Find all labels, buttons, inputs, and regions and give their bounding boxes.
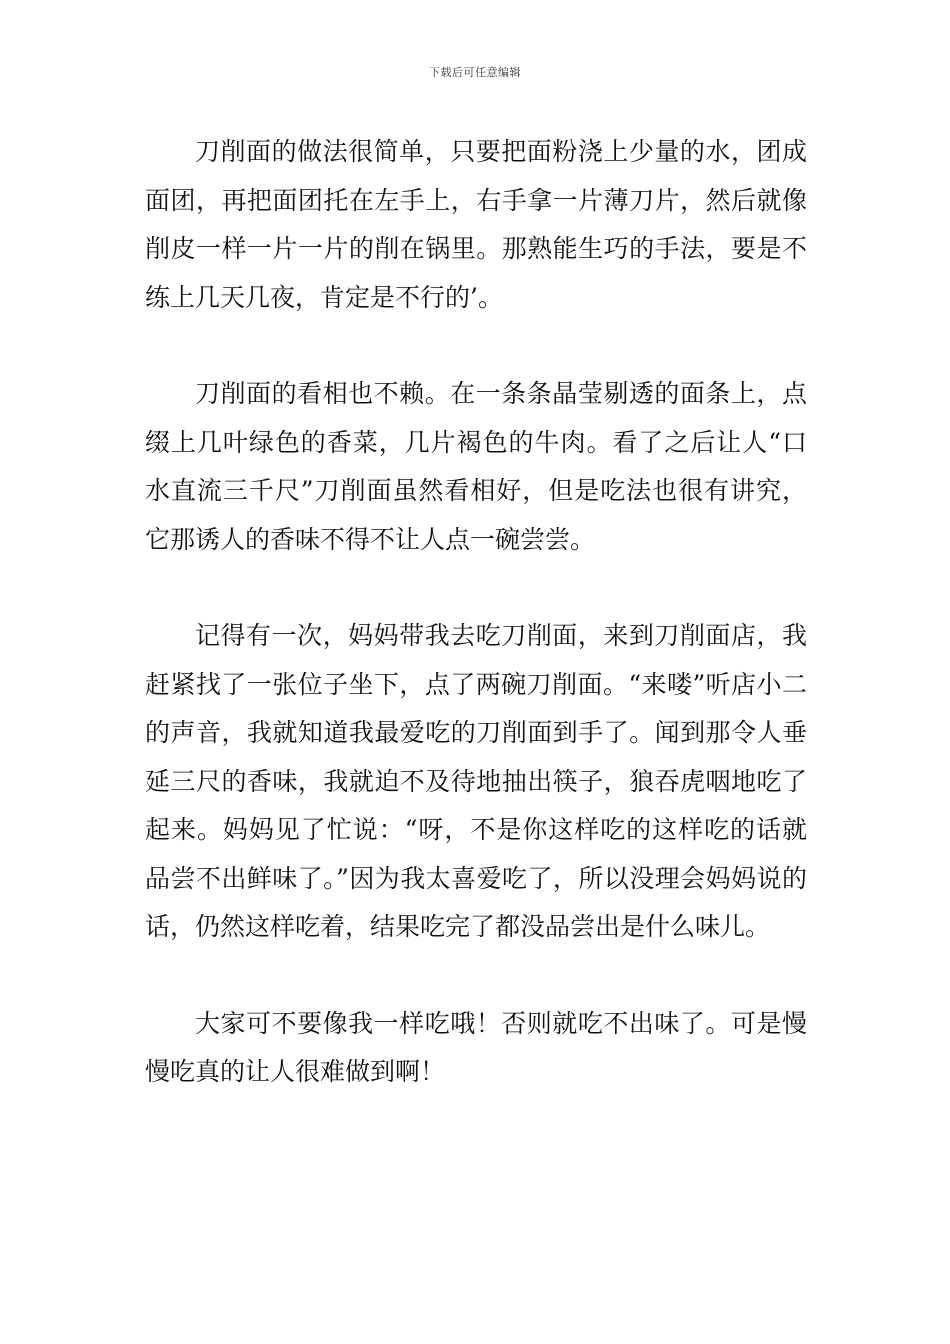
paragraph-1: 刀削面的做法很简单，只要把面粉浇上少量的水，团成面团，再把面团托在左手上，右手拿一片薄刀片，然后就像削皮一样一片一片的削在锅里。那熟能生巧的手法，要是不练上几天几夜，肯定是不行的’。 bbox=[145, 137, 807, 312]
page-header-note: 下载后可任意编辑 bbox=[429, 66, 521, 79]
paragraph-3: 记得有一次，妈妈带我去吃刀削面，来到刀削面店，我赶紧找了一张位子坐下，点了两碗刀削面。“来喽”听店小二的声音，我就知道我最爱吃的刀削面到手了。闻到那令人垂延三尺的香味，我就迫不及待地抽出筷子，狼吞虎咽地吃了起来。妈妈见了忙说：“呀，不是你这样吃的这样吃的话就品尝不出鲜味了。”因为我太喜爱吃了，所以没理会妈妈说的话，仍然这样吃着，结果吃完了都没品尝出是什么味儿。 bbox=[145, 621, 807, 941]
essay-body bbox=[145, 128, 807, 1097]
paragraph-2: 刀削面的看相也不赖。在一条条晶莹剔透的面条上，点缀上几叶绿色的香菜，几片褐色的牛肉。看了之后让人“口水直流三千尺”刀削面虽然看相好，但是吃法也很有讲究，它那诱人的香味不得不让人点一碗尝尝。 bbox=[145, 379, 807, 554]
paragraph-4: 大家可不要像我一样吃哦！否则就吃不出味了。可是慢慢吃真的让人很难做到啊！ bbox=[145, 1008, 807, 1086]
